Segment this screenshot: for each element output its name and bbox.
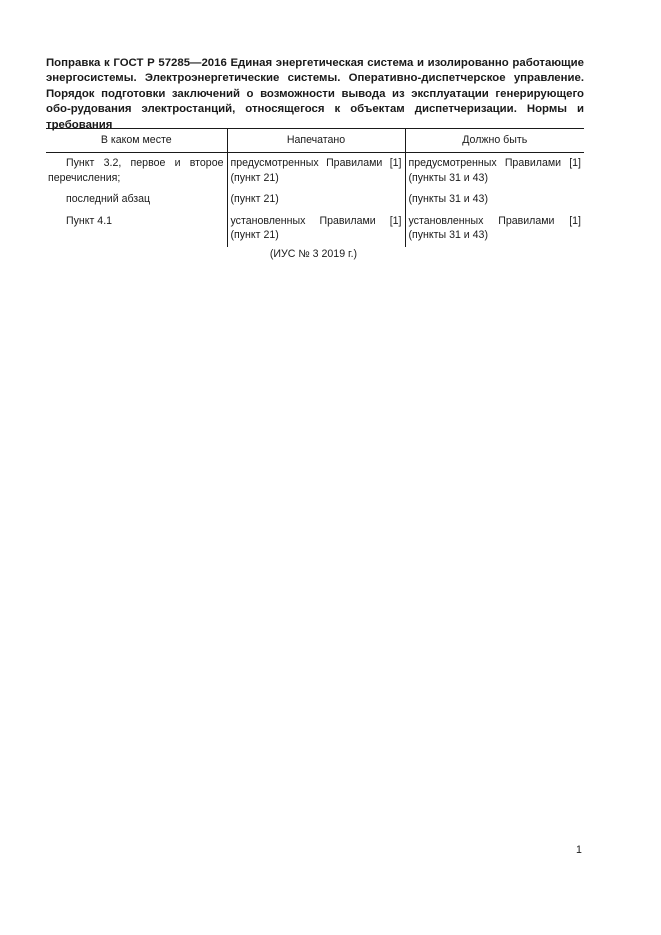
corrections-table <box>46 128 584 247</box>
cell-printed: предусмотренных Правилами [1] (пункт 21) <box>227 153 405 190</box>
table-row <box>46 212 584 248</box>
cell-should-be: (пункты 31 и 43) <box>405 190 584 211</box>
cell-where: Пункт 3.2, первое и второе перечисления; <box>48 157 224 184</box>
cell-printed: установленных Правилами [1] (пункт 21) <box>227 212 405 248</box>
table-row <box>46 153 584 190</box>
column-header-where: В каком месте <box>46 129 227 153</box>
document-title: Поправка к ГОСТ Р 57285—2016 Единая энергетическая система и изолированно работающие энергосистемы. Электроэнергетические системы. Оперативно-диспетчерское управление. Порядок подготовки заключений о возможности вывода из эксплуатации генерирующего обо-рудования электростанций, относящегося к объектам диспетчеризации. Нормы и требования <box>46 57 584 131</box>
column-header-printed: Напечатано <box>227 129 405 153</box>
cell-where: Пункт 4.1 <box>66 214 113 227</box>
page-number: 1 <box>576 844 582 856</box>
cell-where: последний абзац <box>66 193 151 206</box>
cell-should-be: предусмотренных Правилами [1] (пункты 31 и 43) <box>405 153 584 190</box>
cell-should-be: установленных Правилами [1] (пункты 31 и 43) <box>405 212 584 248</box>
cell-printed: (пункт 21) <box>227 190 405 211</box>
column-header-should-be: Должно быть <box>405 129 584 153</box>
source-note: (ИУС № 3 2019 г.) <box>269 248 358 260</box>
table-row <box>46 190 584 211</box>
table-header-row <box>46 129 584 153</box>
